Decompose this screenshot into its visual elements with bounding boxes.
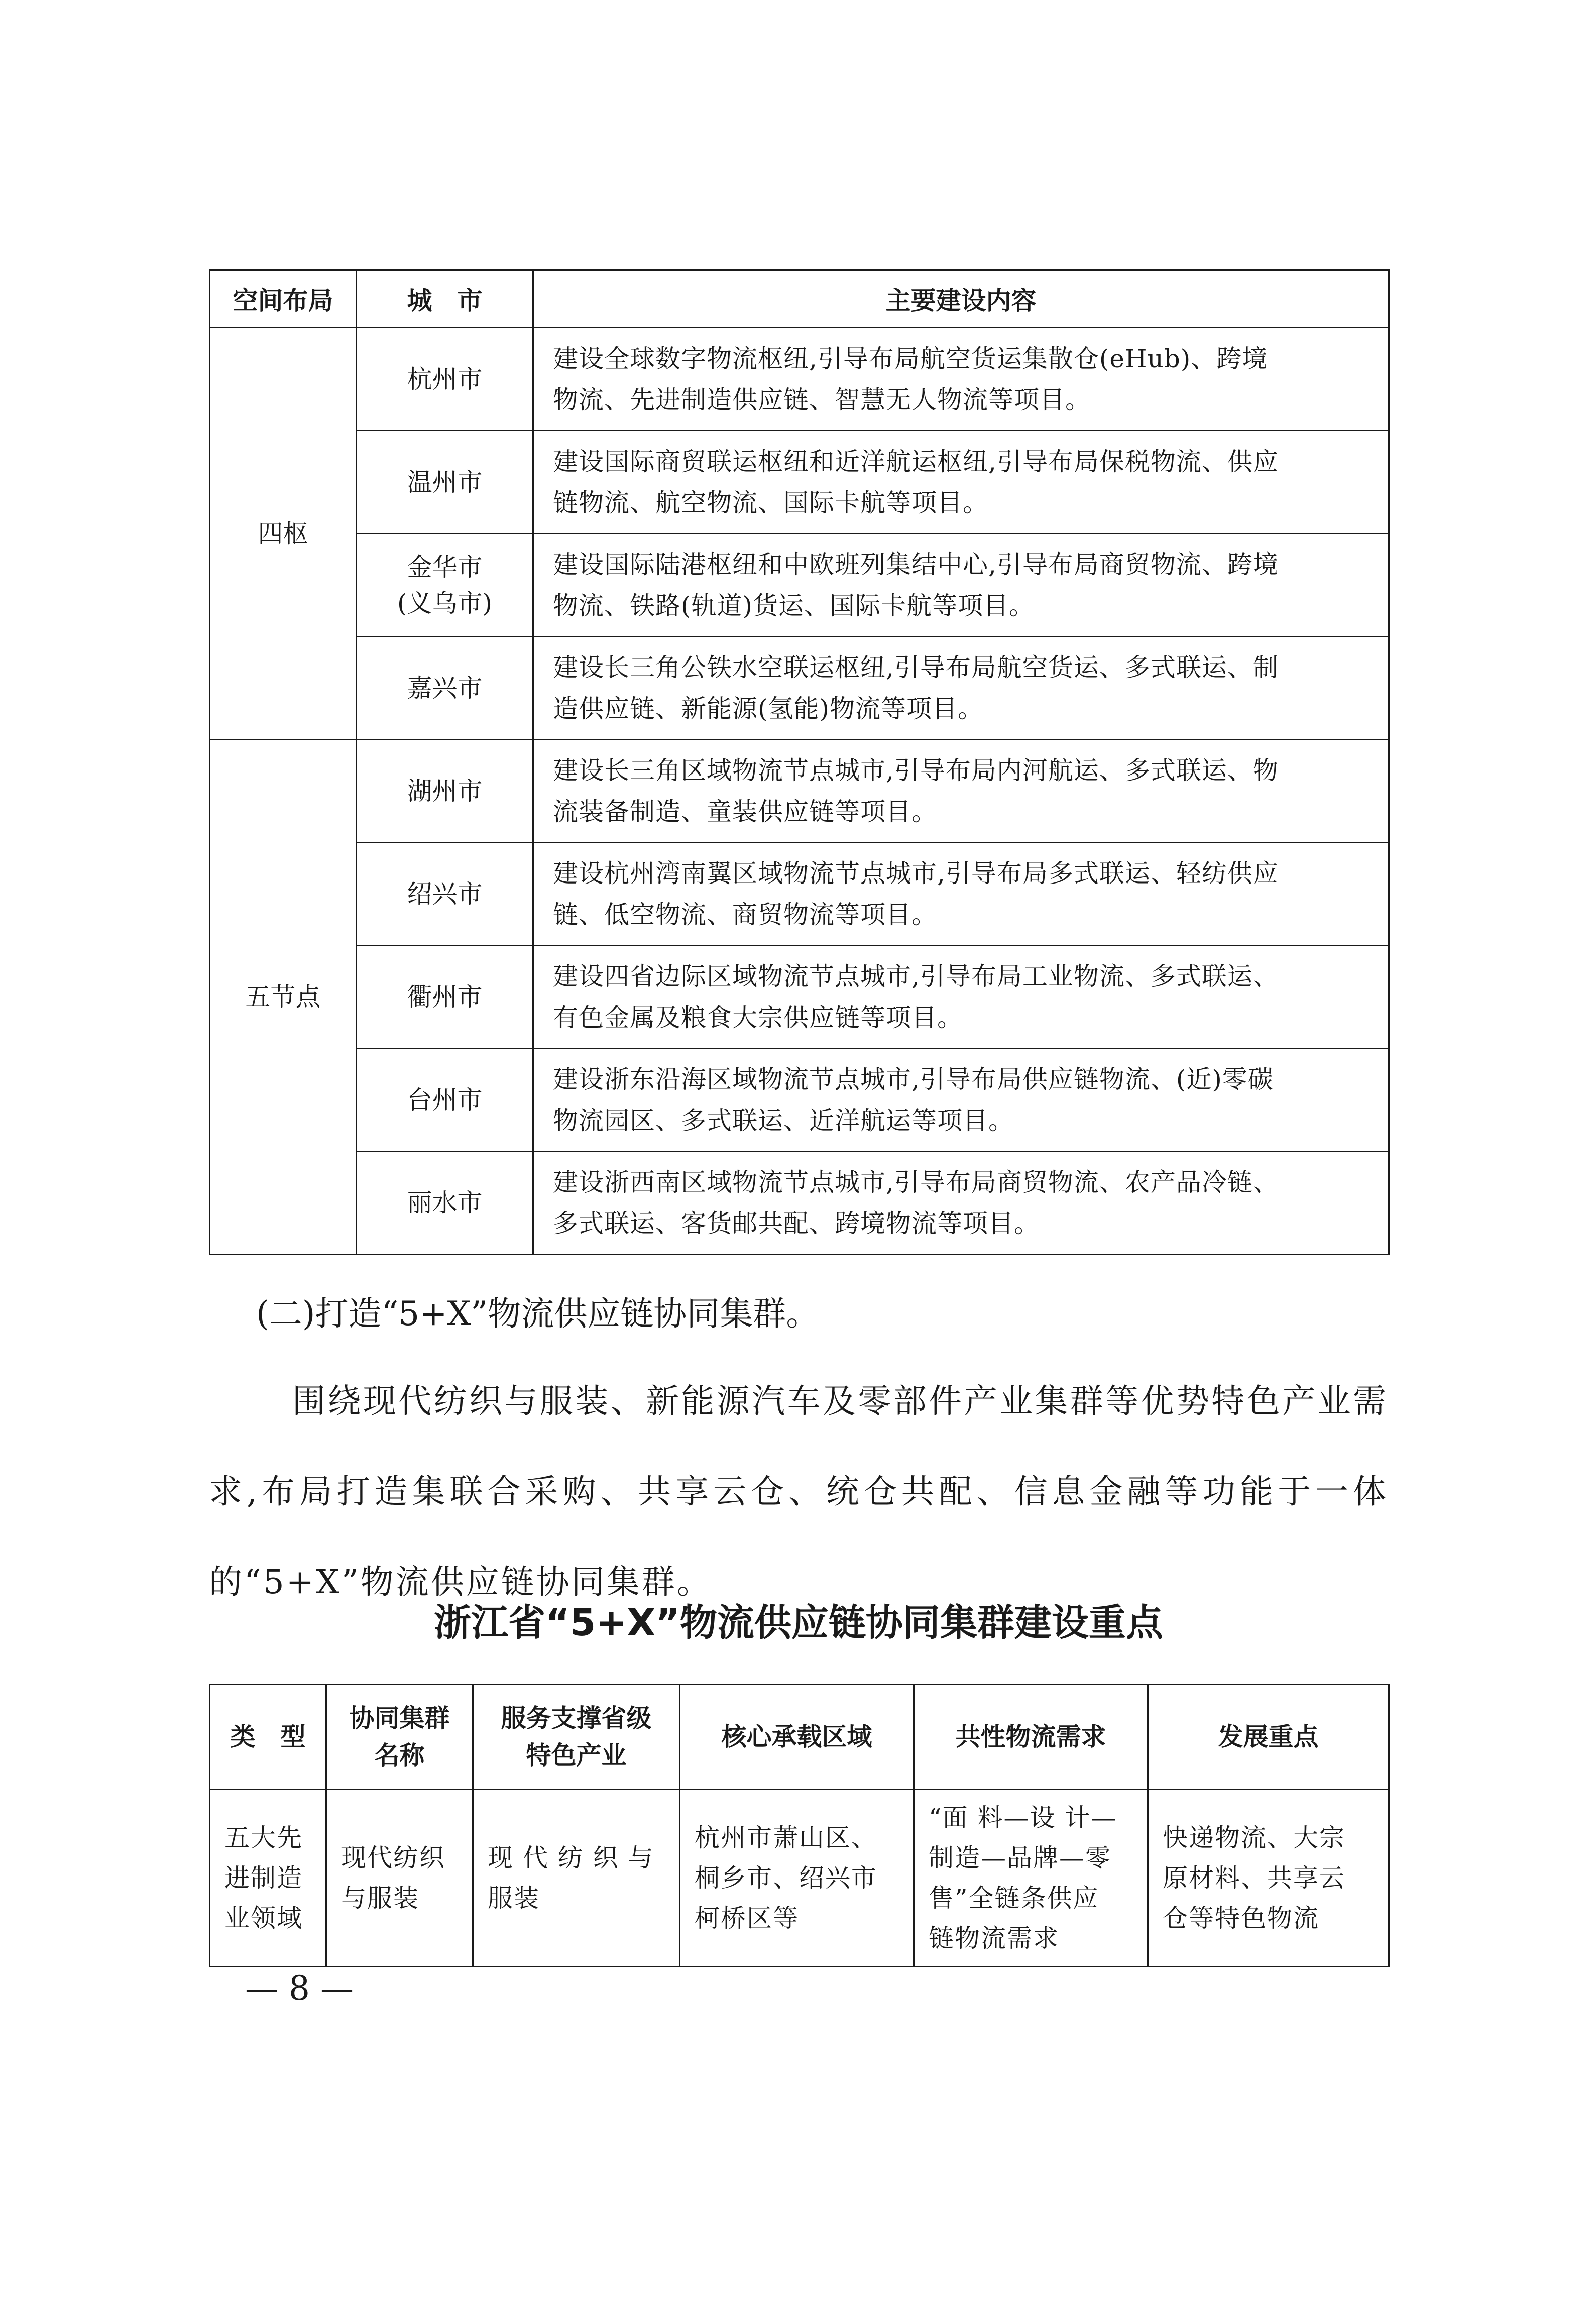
content-cell xyxy=(533,946,1389,1049)
cell-line: 售”全链条供应 xyxy=(929,1884,1099,1913)
header-line: 服务支撑省级 xyxy=(501,1704,652,1733)
content-line: 建设国际商贸联运枢纽和近洋航运枢纽,引导布局保税物流、供应 xyxy=(553,447,1279,476)
header-spatial-layout: 空间布局 xyxy=(210,270,357,328)
cell-line: 链物流需求 xyxy=(929,1924,1059,1953)
layout-category-cell: 四枢 xyxy=(210,328,357,740)
header-line: 协同集群 xyxy=(349,1704,450,1733)
page-number: — 8 — xyxy=(245,1969,354,2008)
cell-line: 桐乡市、绍兴市 xyxy=(695,1863,877,1893)
cell-line: 仓等特色物流 xyxy=(1163,1904,1319,1933)
content-line: 物流、铁路(轨道)货运、国际卡航等项目。 xyxy=(553,591,1035,620)
city-line: 衢州市 xyxy=(407,982,483,1012)
city-cell xyxy=(357,534,533,637)
content-cell xyxy=(533,534,1389,637)
content-line: 多式联运、客货邮共配、跨境物流等项目。 xyxy=(553,1209,1040,1238)
cell-line: 服装 xyxy=(488,1884,540,1913)
city-line: 绍兴市 xyxy=(407,879,483,909)
content-line: 流装备制造、童装供应链等项目。 xyxy=(553,797,937,826)
content-line: 链物流、航空物流、国际卡航等项目。 xyxy=(553,488,988,517)
content-line: 有色金属及粮食大宗供应链等项目。 xyxy=(553,1003,963,1032)
header-line: 名称 xyxy=(374,1741,425,1770)
content-cell xyxy=(533,637,1389,740)
header-line: 核心承载区域 xyxy=(721,1722,872,1751)
city-cell xyxy=(357,431,533,534)
table2-cell xyxy=(473,1790,680,1967)
table2-header-cell xyxy=(473,1685,680,1790)
city-line: 温州市 xyxy=(407,468,483,497)
content-cell xyxy=(533,328,1389,431)
content-line: 建设四省边际区域物流节点城市,引导布局工业物流、多式联运、 xyxy=(553,962,1279,991)
content-line: 链、低空物流、商贸物流等项目。 xyxy=(553,900,937,929)
table-row xyxy=(210,534,1389,637)
table2-cell xyxy=(914,1790,1148,1967)
cell-line: “面 料—设 计— xyxy=(929,1803,1117,1832)
table2-cell xyxy=(1148,1790,1389,1967)
city-cell xyxy=(357,1152,533,1255)
content-cell xyxy=(533,740,1389,843)
content-line: 造供应链、新能源(氢能)物流等项目。 xyxy=(553,694,984,723)
table-row xyxy=(210,740,1389,843)
cell-line: 原材料、共享云 xyxy=(1163,1863,1345,1893)
body-paragraph: 围绕现代纺织与服装、新能源汽车及零部件产业集群等优势特色产业需求,布局打造集联合采购、共享云仓、统仓共配、信息金融等功能于一体的“5+X”物流供应链协同集群。 xyxy=(209,1382,1388,1601)
header-main-content: 主要建设内容 xyxy=(533,270,1389,328)
cell-line: 现 代 纺 织 与 xyxy=(488,1843,654,1872)
section-heading: (二)打造“5+X”物流供应链协同集群。 xyxy=(256,1294,820,1333)
content-line: 建设杭州湾南翼区域物流节点城市,引导布局多式联运、轻纺供应 xyxy=(553,859,1279,888)
cell-line: 与服装 xyxy=(341,1884,419,1913)
table-row xyxy=(210,1049,1389,1152)
header-line: 类 型 xyxy=(230,1722,306,1751)
city-cell xyxy=(357,328,533,431)
content-line: 物流园区、多式联运、近洋航运等项目。 xyxy=(553,1106,1014,1135)
content-cell xyxy=(533,431,1389,534)
table2-cell xyxy=(680,1790,914,1967)
cell-line: 进制造 xyxy=(224,1863,303,1893)
city-line: 杭州市 xyxy=(407,365,483,394)
table-row xyxy=(210,637,1389,740)
table2-cell xyxy=(210,1790,326,1967)
content-line: 建设长三角区域物流节点城市,引导布局内河航运、多式联运、物 xyxy=(553,756,1279,785)
layout-category-cell: 五节点 xyxy=(210,740,357,1255)
content-line: 建设浙东沿海区域物流节点城市,引导布局供应链物流、(近)零碳 xyxy=(553,1065,1274,1094)
table-row xyxy=(210,843,1389,946)
city-line: (义乌市) xyxy=(397,589,492,618)
content-cell xyxy=(533,1049,1389,1152)
cell-line: 柯桥区等 xyxy=(695,1904,799,1933)
content-line: 建设全球数字物流枢纽,引导布局航空货运集散仓(eHub)、跨境 xyxy=(553,344,1268,373)
table-row xyxy=(210,946,1389,1049)
cell-line: 五大先 xyxy=(224,1823,303,1852)
table-row xyxy=(210,1152,1389,1255)
table2-header-cell xyxy=(326,1685,473,1790)
content-cell xyxy=(533,843,1389,946)
table2-header-cell xyxy=(914,1685,1148,1790)
city-cell xyxy=(357,843,533,946)
table2-title: 浙江省“5+X”物流供应链协同集群建设重点 xyxy=(434,1601,1163,1644)
table-row xyxy=(210,1790,1389,1967)
city-cell xyxy=(357,1049,533,1152)
city-cell xyxy=(357,946,533,1049)
table-header-row xyxy=(210,1685,1389,1790)
table2-header-cell xyxy=(680,1685,914,1790)
cluster-table xyxy=(209,1684,1390,1967)
table-header-row xyxy=(210,270,1389,328)
content-line: 建设国际陆港枢纽和中欧班列集结中心,引导布局商贸物流、跨境 xyxy=(553,550,1279,579)
city-line: 湖州市 xyxy=(407,777,483,806)
content-cell xyxy=(533,1152,1389,1255)
city-line: 丽水市 xyxy=(407,1188,483,1218)
city-cell xyxy=(357,637,533,740)
content-line: 物流、先进制造供应链、智慧无人物流等项目。 xyxy=(553,385,1091,414)
table2-cell xyxy=(326,1790,473,1967)
table-row xyxy=(210,328,1389,431)
cell-line: 现代纺织 xyxy=(341,1843,445,1872)
city-line: 嘉兴市 xyxy=(407,674,483,703)
table-row xyxy=(210,431,1389,534)
header-line: 发展重点 xyxy=(1218,1722,1319,1751)
spatial-layout-table xyxy=(209,269,1390,1255)
city-line: 台州市 xyxy=(407,1085,483,1115)
table2-header-cell xyxy=(1148,1685,1389,1790)
content-line: 建设长三角公铁水空联运枢纽,引导布局航空货运、多式联运、制 xyxy=(553,653,1279,682)
cell-line: 杭州市萧山区、 xyxy=(695,1823,877,1852)
table2-header-cell xyxy=(210,1685,326,1790)
content-line: 建设浙西南区域物流节点城市,引导布局商贸物流、农产品冷链、 xyxy=(553,1168,1279,1197)
city-cell xyxy=(357,740,533,843)
header-line: 共性物流需求 xyxy=(955,1722,1106,1751)
cell-line: 快递物流、大宗 xyxy=(1163,1823,1345,1852)
cell-line: 业领域 xyxy=(224,1904,303,1933)
header-line: 特色产业 xyxy=(526,1741,627,1770)
city-line: 金华市 xyxy=(407,553,483,582)
cell-line: 制造—品牌—零 xyxy=(929,1843,1111,1872)
header-city: 城 市 xyxy=(357,270,533,328)
